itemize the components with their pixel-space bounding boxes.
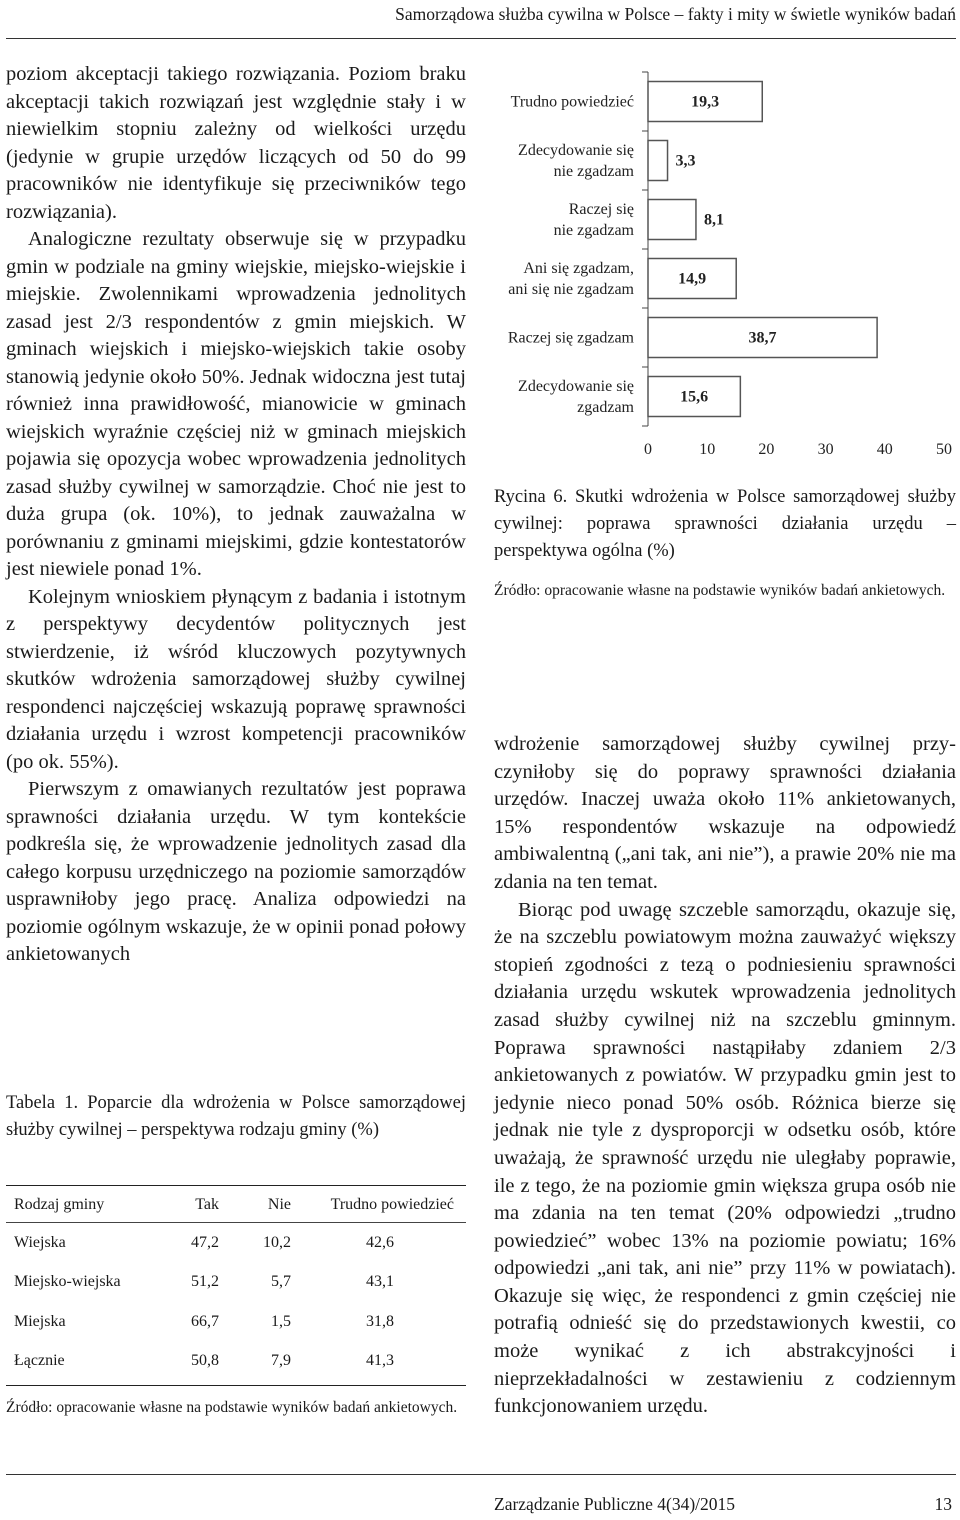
tick-label: 40 (876, 441, 893, 458)
table-cell: 66,7 (191, 1312, 219, 1330)
table-header-cell: Rodzaj gminy (6, 1188, 164, 1223)
running-header: Samorządowa służba cywilna w Polsce – fakty i mity w świetle wyników badań (395, 4, 956, 24)
table-cell: 1,5 (271, 1312, 291, 1330)
table-cell: 47,2 (191, 1233, 219, 1251)
table-cell: 31,8 (366, 1312, 394, 1330)
table-cell: Miejsko-wiejska (14, 1273, 121, 1291)
category-label: nie zgadzam (553, 222, 634, 239)
tick-label: 20 (758, 441, 775, 458)
left-column (6, 61, 466, 969)
tick-label: 30 (817, 441, 834, 458)
data-label: 38,7 (748, 329, 777, 347)
table-cell: Łącznie (14, 1352, 65, 1370)
table-row (6, 1223, 466, 1263)
data-label: 14,9 (678, 270, 707, 288)
data-label: 15,6 (680, 388, 709, 406)
table-cell: 43,1 (366, 1273, 394, 1291)
bar (648, 200, 696, 240)
tick-label: 10 (699, 441, 716, 458)
table-cell: Wiejska (14, 1233, 66, 1251)
table-row (6, 1263, 466, 1303)
figure-source: Źródło: opracowanie własne na podstawie wyników badań ankietowych. (494, 582, 946, 599)
table-top-rule (6, 1185, 466, 1186)
category-label: ani się nie zgadzam (508, 281, 634, 298)
table-cell: 51,2 (191, 1273, 219, 1291)
table-row (6, 1302, 466, 1342)
table-cell: 7,9 (271, 1352, 291, 1370)
paragraph: poziom akceptacji takiego rozwiązania. Poziom braku akceptacji takich rozwiązań jest względnie stały i w niewielkim stopniu zależny od wielkości urzędu (jedynie w grupie urzędów liczących od 50 do 99 pracowników nie identyfikuje się przeciwników tego rozwiązania). (6, 63, 466, 223)
table-cell: Miejska (14, 1312, 66, 1330)
bar-chart (490, 66, 960, 466)
tick-label: 50 (936, 441, 952, 458)
table-row (6, 1342, 466, 1382)
tick-label: 0 (644, 441, 652, 458)
header-rule (6, 38, 956, 39)
bar (648, 141, 668, 181)
table-cell: 10,2 (263, 1233, 291, 1251)
table-cell: 5,7 (271, 1273, 291, 1291)
table-bottom-rule (6, 1385, 466, 1386)
paragraph: Biorąc pod uwagę szczeble samorządu, okazuje się, że na szczeblu powiatowym można zauważyć większy stopień zgodności z tezą o podniesieniu sprawności działania urzędu wskutek wprowadzenia jednolitych zasad służby cywilnej niż na szczeblu gminnym. Poprawa sprawności nastąpiłaby zdaniem 2/3 ankietowanych z powiatów. W przypadku gmin jest to jedynie nieco ponad 50% osób. Różnica bierze się jednak nie tyle z dysproporcji w odsetku osób, które uważają, że sprawność urzędu nie uległaby poprawie, ile z tego, że na poziomie gmin większa grupa osób nie ma zdania na ten temat (20% odpowiedzi „trudno powiedzieć” wobec 13% na poziomie powiatu; 16% odpowiedzi „ani tak, ani nie” przy 11% w powiatach). Okazuje się więc, że respondenci z gmin częściej nie potrafią odnieść się do przedstawionych kwestii, co może wynikać z ich abstrakcyjności i nieprzekładalności w zestawieniu z codziennym funkcjonowaniem urzędu. (494, 898, 956, 1418)
table-cell: 42,6 (366, 1233, 394, 1251)
category-label: Zdecydowanie się (518, 378, 634, 395)
category-label: Trudno powiedzieć (510, 93, 634, 111)
category-label: Ani się zgadzam, (523, 260, 634, 277)
footer (494, 1494, 956, 1515)
table-cell: 50,8 (191, 1352, 219, 1370)
category-label: Raczej się zgadzam (507, 329, 634, 347)
support-table (6, 1188, 466, 1381)
figure-caption: Rycina 6. Skutki wdrożenia w Polsce samorządowej służby cywilnej: poprawa sprawności działania urzędu – perspektywa ogólna (%) (494, 487, 956, 561)
table-caption: Tabela 1. Poparcie dla wdrożenia w Polsce samorządowej służby cywilnej – perspektywa rodzaju gminy (%) (6, 1093, 466, 1140)
journal-name: Zarządzanie Publiczne 4(34)/2015 (494, 1494, 736, 1514)
paragraph: wdrożenie samorządowej służby cywilnej przyczyniłoby się do poprawy sprawności działania urzędów. Inaczej uważa około 11% ankietowanych, 15% respondentów wskazuje na odpowiedź ambiwalentną („ani tak, ani nie”), a prawie 20% nie ma zdania na ten temat. (494, 733, 956, 893)
table-header-cell: Tak (164, 1188, 219, 1223)
category-label: nie zgadzam (553, 163, 634, 180)
data-label: 19,3 (691, 93, 720, 111)
category-label: Raczej się (568, 201, 634, 218)
table-cell: 41,3 (366, 1352, 394, 1370)
table-header-cell: Nie (219, 1188, 291, 1223)
table-header-row (6, 1188, 466, 1223)
page-number: 13 (934, 1494, 952, 1514)
paragraph: Kolejnym wnioskiem płynącym z badania i istotnym z perspektywy decydentów politycznych jest stwierdzenie, iż wśród kluczowych pozytywnych skutków wdrożenia samorządowej służby cywilnej respondenci najczęściej wskazują poprawę sprawności działania urzędu i wzrost kompetencji pracowników (po ok. 55%). (6, 585, 466, 773)
data-label: 3,3 (675, 152, 696, 170)
category-label: Zdecydowanie się (518, 142, 634, 159)
footer-rule (6, 1474, 956, 1475)
category-label: zgadzam (577, 399, 634, 416)
data-label: 8,1 (703, 211, 724, 229)
paragraph: Pierwszym z omawianych rezultatów jest poprawa sprawności działania urzędu. W tym kontekście podkreśla się, że wprowadzenie jednolitych zasad dla całego korpusu urzędniczego na poziomie samorządów usprawniłoby jego pracę. Analiza odpowiedzi na poziomie ogólnym wskazuje, że w opinii ponad połowy ankietowanych (6, 778, 466, 965)
table-header-cell: Trudno powiedzieć (291, 1188, 466, 1223)
right-column (494, 731, 956, 1421)
table-source: Źródło: opracowanie własne na podstawie wyników badań ankietowych. (6, 1399, 458, 1416)
paragraph: Analogiczne rezultaty obserwuje się w przypadku gmin w podziale na gminy wiejskie, miejsko-wiejskie i miejskie. Zwolennikami wprowadzenia jednolitych zasad jest 2/3 respondentów z gmin miejskich. W gminach wiejskich i miejsko-wiejskich takie osoby stanowią jedynie około 50%. Jednak widoczna jest tutaj również inna prawidłowość, mianowicie w gminach wiejskich wyraźnie częściej niż w gminach miejskich pojawia się opozycja wobec wprowadzenia jednolitych zasad służby cywilnej w samorządzie. Choć nie jest to duża grupa (ok. 10%), to jednak zauważalna w porównaniu z gminami miejskimi, gdzie kontestatorów jest niewiele ponad 1%. (6, 228, 466, 580)
